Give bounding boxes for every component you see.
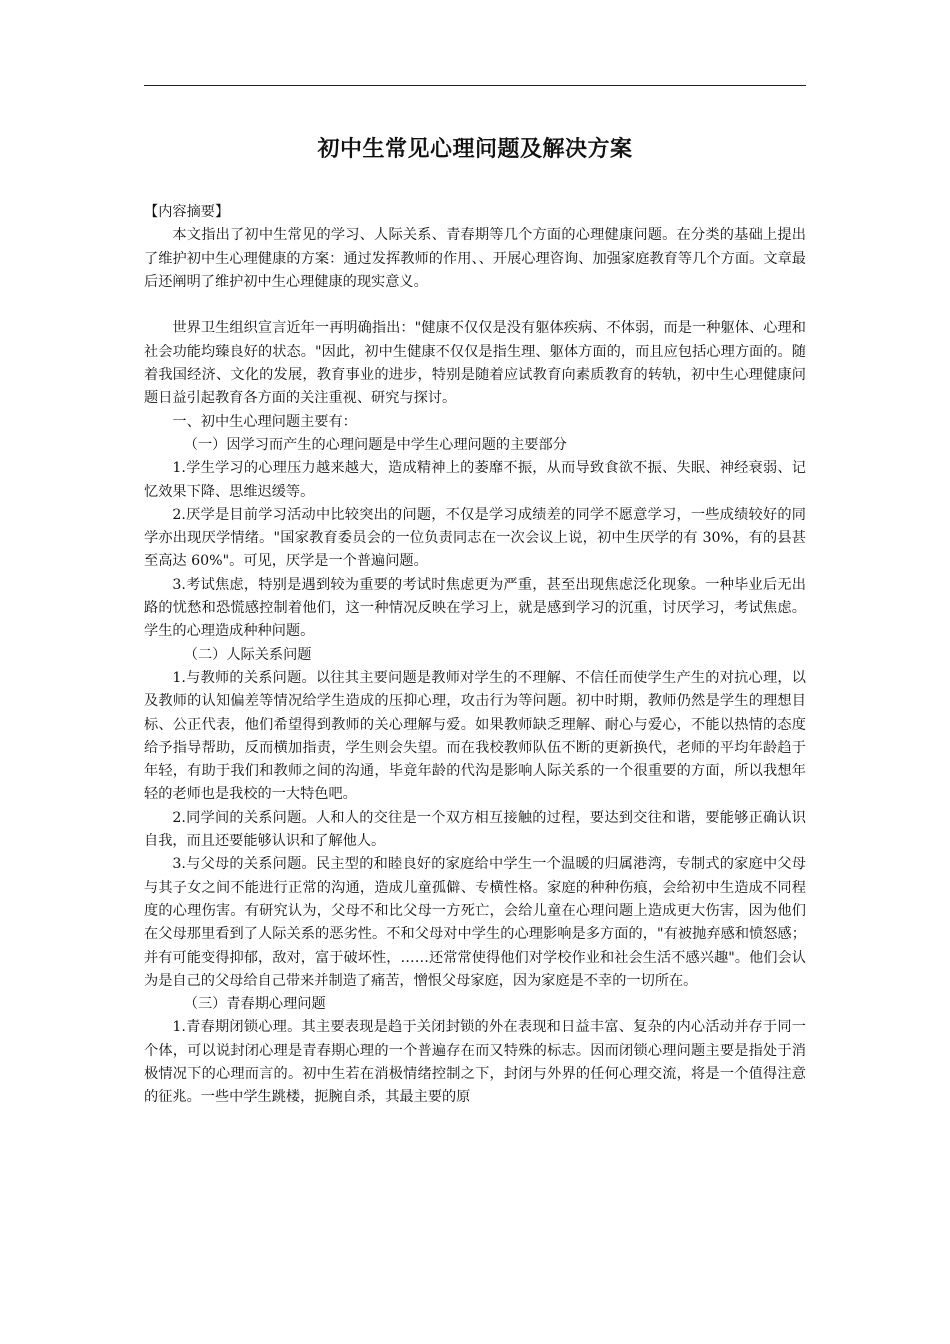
paragraph-spacer [144, 294, 806, 317]
body-paragraph: 1.与教师的关系问题。以往其主要问题是教师对学生的不理解、不信任而使学生产生的对抗心理，以及教师的认知偏差等情况给学生造成的压抑心理，攻击行为等问题。初中时期，教师仍然是学生的理想目标、公正代表，他们希望得到教师的关心理解与爱。如果教师缺乏理解、耐心与爱心，不能以热情的态度给予指导帮助，反而横加指责，学生则会失望。而在我校教师队伍不断的更新换代，老师的平均年龄趋于年轻，有助于我们和教师之间的沟通，毕竟年龄的代沟是影响人际关系的一个很重要的方面，所以我想年轻的老师也是我校的一大特色吧。 [144, 669, 806, 803]
abstract-heading: 【内容摘要】 [144, 204, 230, 220]
subsection-heading: （三）青春期心理问题 [183, 996, 326, 1013]
body-paragraph: 3.考试焦虑，特别是遇到较为重要的考试时焦虑更为严重，甚至出现焦虑泛化现象。一种毕业后无出路的忧愁和恐慌感控制着他们，这一种情况反映在学习上，就是感到学习的沉重，讨厌学习，考试焦虑。学生的心理造成种种问题。 [144, 576, 806, 640]
body-paragraph: 1.青春期闭锁心理。其主要表现是趋于关闭封锁的外在表现和日益丰富、复杂的内心活动并存于同一个体，可以说封闭心理是青春期心理的一个普遍存在而又特殊的标志。因而闭锁心理问题主要是指处于消极情况下的心理而言的。初中生若在消极情绪控制之下，封闭与外界的任何心理交流，将是一个值得注意的征兆。一些中学生跳楼，扼腕自杀，其最主要的原 [144, 1019, 806, 1106]
body-paragraph: 3.与父母的关系问题。民主型的和睦良好的家庭给中学生一个温暖的归属港湾，专制式的家庭中父母与其子女之间不能进行正常的沟通，造成儿童孤僻、专横性格。家庭的种种伤痕，会给初中生造成不同程度的心理伤害。有研究认为，父母不和比父母一方死亡，会给儿童在心理问题上造成更大伤害，因为他们在父母那里看到了人际关系的恶劣性。不和父母对中学生的心理影响是多方面的，"有被抛弃感和愤怒感；并有可能变得抑郁，敌对，富于破坏性，……还常常使得他们对学校作业和社会生活不感兴趣"。他们会认为是自己的父母给自己带来并制造了痛苦，憎恨父母家庭，因为家庭是不幸的一切所在。 [144, 856, 806, 989]
document-title: 初中生常见心理问题及解决方案 [317, 137, 633, 162]
subsection-heading: （二）人际关系问题 [183, 646, 312, 663]
body-paragraph: 1.学生学习的心理压力越来越大，造成精神上的萎靡不振，从而导致食欲不振、失眠、神经衰弱、记忆效果下降、思维迟缓等。 [144, 460, 806, 500]
body-paragraph: 2.同学间的关系问题。人和人的交往是一个双方相互接触的过程，要达到交往和谐，要能够正确认识自我，而且还要能够认识和了解他人。 [144, 809, 806, 850]
intro-paragraph: 世界卫生组织宣言近年一再明确指出："健康不仅仅是没有躯体疾病、不体弱，而是一种躯体、心理和社会功能均臻良好的状态。"因此，初中生健康不仅仅是指生理、躯体方面的，而且应包括心理方面的。随着我国经济、文化的发展，教育事业的进步，特别是随着应试教育向素质教育的转轨，初中生心理健康问题日益引起教育各方面的关注重视、研究与探讨。 [144, 320, 806, 407]
document-body [144, 201, 806, 1110]
section-heading: 一、初中生心理问题主要有： [172, 413, 357, 430]
header-rule [144, 85, 806, 86]
subsection-heading: （一）因学习而产生的心理问题是中学生心理问题的主要部分 [183, 436, 567, 453]
body-paragraph: 2.厌学是目前学习活动中比较突出的问题，不仅是学习成绩差的同学不愿意学习，一些成绩较好的同学亦出现厌学情绪。"国家教育委员会的一位负责同志在一次会议上说，初中生厌学的有 30%，有的县甚至高达 60%"。可见，厌学是一个普遍问题。 [144, 506, 806, 570]
abstract-paragraph: 本文指出了初中生常见的学习、人际关系、青春期等几个方面的心理健康问题。在分类的基础上提出了维护初中生心理健康的方案：通过发挥教师的作用、、开展心理咨询、加强家庭教育等几个方面。文章最后还阐明了维护初中生心理健康的现实意义。 [144, 227, 806, 290]
